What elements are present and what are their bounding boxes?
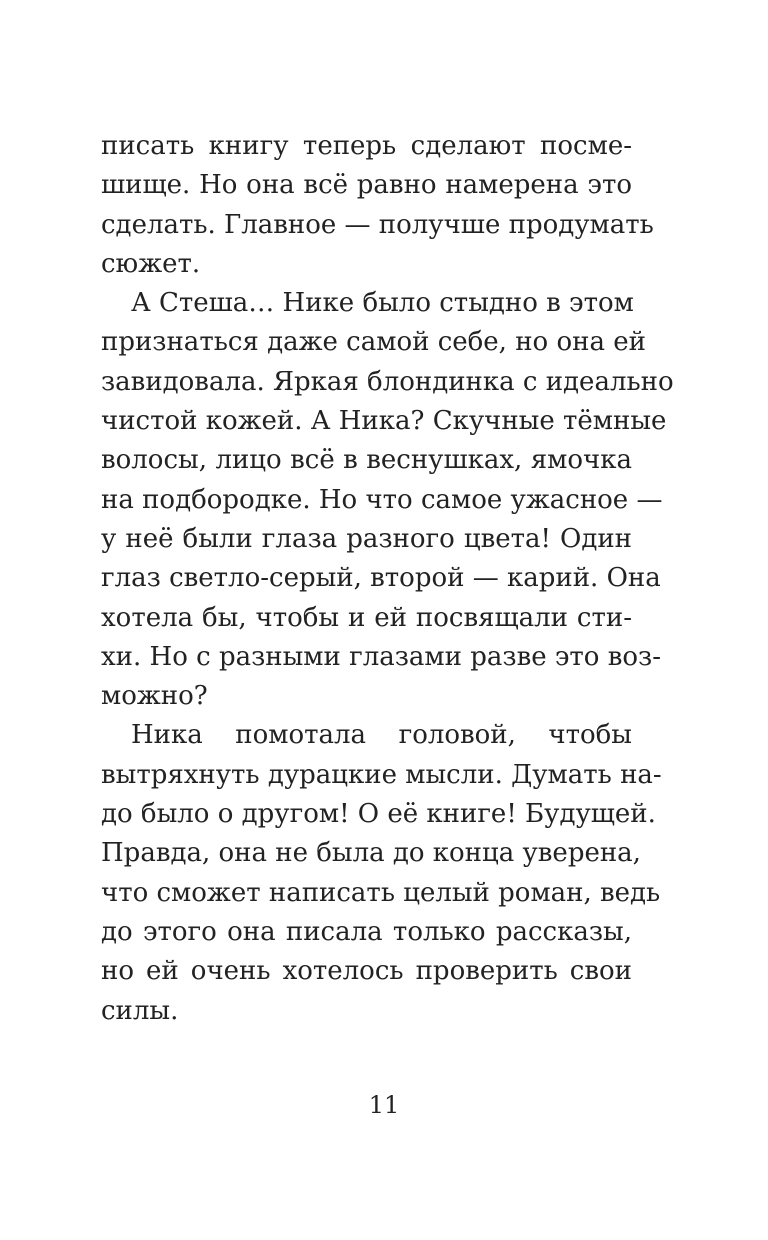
text-line: до было о другом! О её книге! Будущей. — [101, 799, 656, 830]
text-line: но ей очень хотелось проверить свои — [101, 956, 632, 987]
text-line: у неё были глаза разного цвета! Один — [101, 523, 632, 554]
text-line: признаться даже самой себе, но она ей — [101, 327, 646, 358]
text-line: силы. — [101, 995, 179, 1026]
text-line: до этого она писала только рассказы, — [101, 916, 632, 947]
text-line: глаз светло-серый, второй — карий. Она — [101, 563, 661, 594]
body-text — [101, 127, 674, 1031]
text-line: А Стеша… Нике было стыдно в этом — [131, 288, 634, 319]
text-line: завидовала. Яркая блондинка с идеально — [101, 366, 674, 397]
text-line: писать книгу теперь сделают посме- — [101, 131, 632, 161]
text-line: вытряхнуть дурацкие мысли. Думать на- — [101, 759, 662, 790]
text-line: сделать. Главное — получше продумать — [101, 209, 654, 240]
text-line: что сможет написать целый роман, ведь — [101, 877, 661, 908]
text-line: хотела бы, чтобы и ей посвящали сти- — [101, 602, 632, 633]
text-line: волосы, лицо всё в веснушках, ямочка — [101, 445, 632, 476]
text-line: сюжет. — [101, 248, 201, 279]
text-line: шище. Но она всё равно намерена это — [101, 170, 632, 201]
text-line: Ника помотала головой, чтобы — [131, 720, 632, 751]
text-line: на подбородке. Но что самое ужасное — — [101, 484, 663, 515]
text-line: чистой кожей. А Ника? Скучные тёмные — [101, 406, 667, 437]
page-number: 11 — [368, 1091, 400, 1119]
text-line: Правда, она не была до конца уверена, — [101, 838, 641, 869]
text-line: хи. Но с разными глазами разве это воз- — [101, 641, 661, 672]
text-line: можно? — [101, 681, 208, 712]
